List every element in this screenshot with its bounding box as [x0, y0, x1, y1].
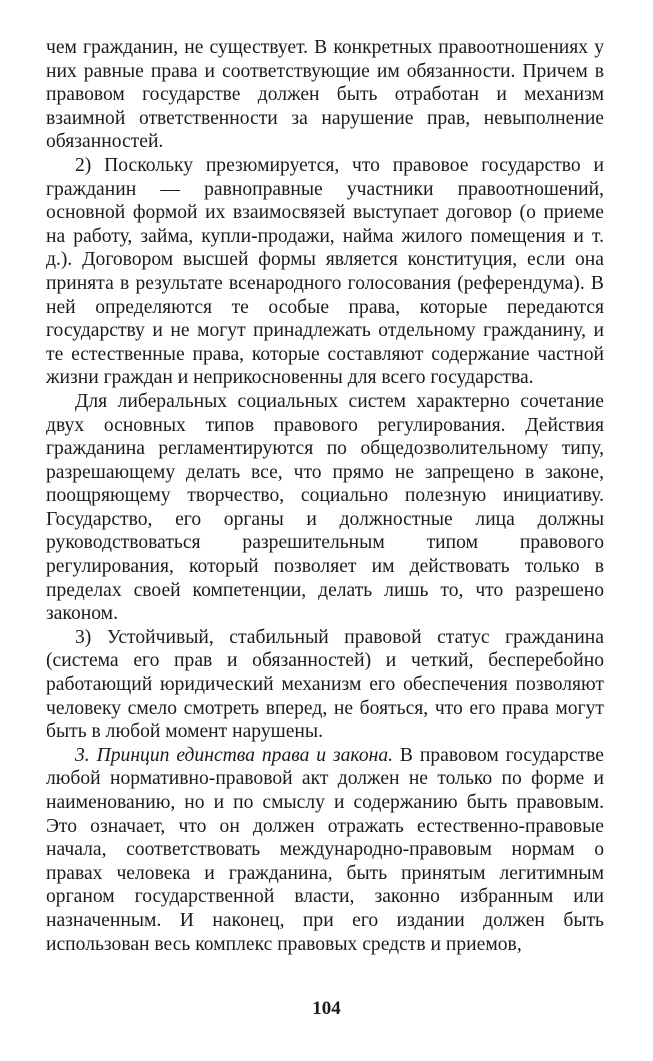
paragraph-1: чем гражданин, не существует. В конкретных правоотношениях у них равные права и соответствующие им обязанности. Причем в правовом государстве должен быть отработан и механизм взаимной ответственности за нарушение прав, невыполнение обязанностей. — [46, 37, 604, 153]
paragraph-5-text: В правовом государстве любой нормативно-правовой акт должен не только по форме и наименованию, но и по смыслу и содержанию быть правовым. Это означает, что он должен отражать естественно-правовые начала, соответствовать международно-правовым нормам о правах человека и гражданина, быть принятым легитимным органом государственной власти, законно избранным или назначенным. И наконец, при его издании должен быть использован весь комплекс правовых средств и приемов, — [46, 744, 604, 955]
page-body — [46, 36, 604, 956]
principle-heading: 3. Принцип единства права и закона. — [75, 744, 394, 766]
page-number: 104 — [312, 998, 341, 1019]
paragraph-3: Для либеральных социальных систем характерно сочетание двух основных типов правового регулирования. Действия гражданина регламентируются по общедозволительному типу, разрешающему делать все, что прямо не запрещено в законе, поощряющему творчество, социально полезную инициативу. Государство, его органы и должностные лица должны руководствоваться разрешительным типом правового регулирования, который позволяет им действовать только в пределах своей компетенции, делать лишь то, что разрешено законом. — [46, 390, 604, 625]
paragraph-4: 3) Устойчивый, стабильный правовой статус гражданина (система его прав и обязанностей) и четкий, бесперебойно работающий юридический механизм его обеспечения позволяют человеку смело смотреть вперед, не бояться, что его права могут быть в любой момент нарушены. — [46, 626, 604, 743]
paragraph-2: 2) Поскольку презюмируется, что правовое государство и гражданин — равноправные участники правоотношений, основной формой их взаимосвязей выступает договор (о приеме на работу, займа, купли-продажи, найма жилого помещения и т. д.). Договором высшей формы является конституция, если она принята в результате всенародного голосования (референдума). В ней определяются те особые права, которые передаются государству и не могут принадлежать отдельному гражданину, и те естественные права, которые составляют содержание частной жизни граждан и неприкосновенны для всего государства. — [46, 154, 604, 389]
paragraph-5 — [46, 744, 604, 956]
